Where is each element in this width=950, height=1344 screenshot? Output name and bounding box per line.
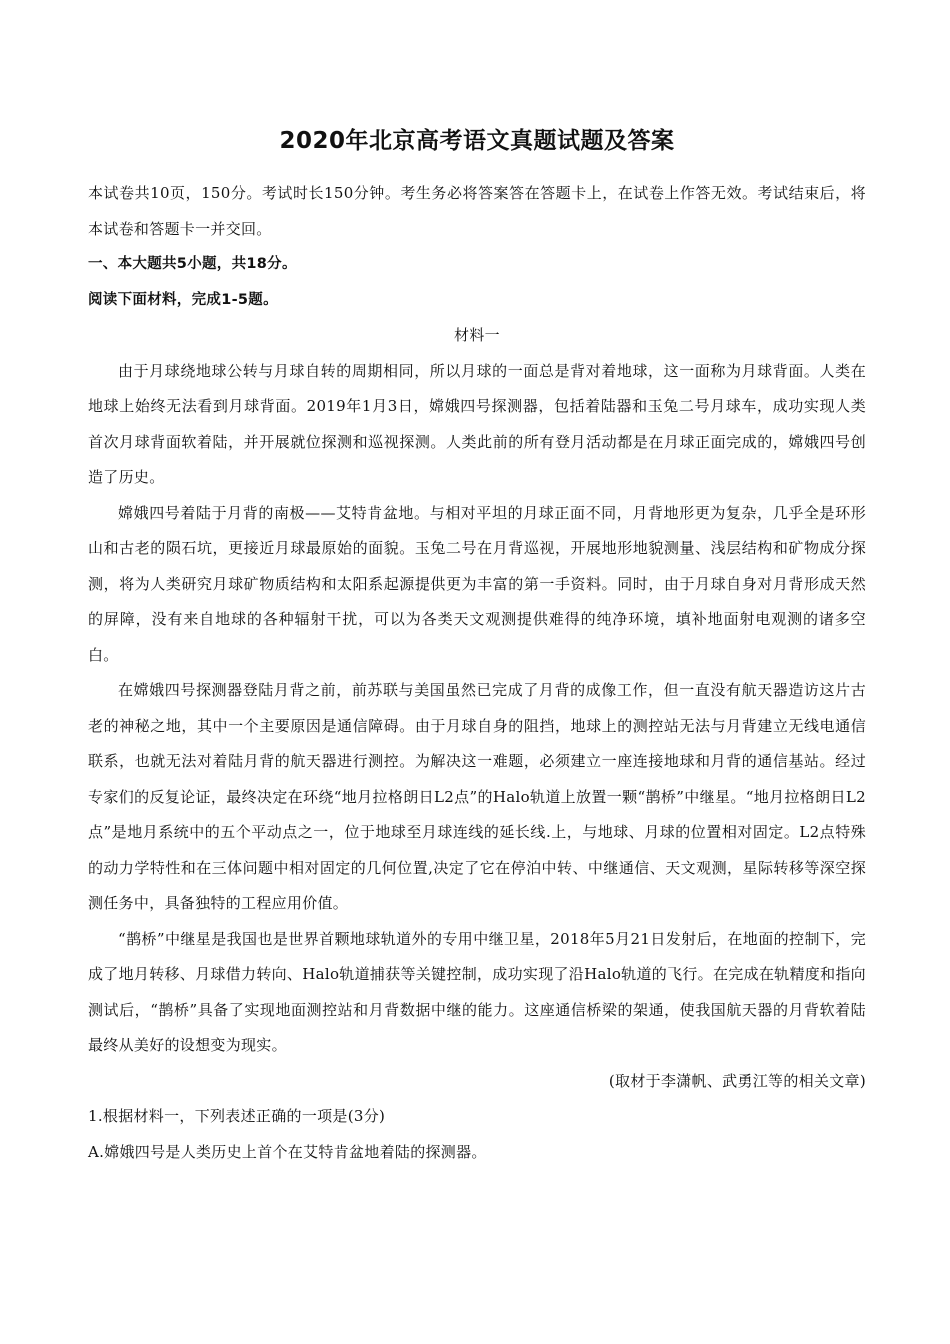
exam-instructions: 本试卷共10页，150分。考试时长150分钟。考生务必将答案答在答题卡上，在试卷上作答无效。考试结束后，将本试卷和答题卡一并交回。 bbox=[88, 184, 866, 238]
reading-prompt: 阅读下面材料，完成1-5题。 bbox=[88, 291, 278, 308]
section-heading: 一、本大题共5小题，共18分。 bbox=[88, 256, 297, 272]
paragraph: 在嫦娥四号探测器登陆月背之前，前苏联与美国虽然已完成了月背的成像工作，但一直没有航天器造访这片古老的神秘之地，其中一个主要原因是通信障碍。由于月球自身的阻挡，地球上的测控站无法与月背建立无线电通信联系，也就无法对着陆月背的航天器进行测控。为解决这一难题，必须建立一座连接地球和月背的通信基站。经过专家们的反复论证，最终决定在环绕“地月拉格朗日L2点”的Halo轨道上放置一颗“鹊桥”中继星。“地月拉格朗日L2点”是地月系统中的五个平动点之一，位于地球至月球连线的延长线.上，与地球、月球的位置相对固定。L2点特殊的动力学特性和在三体问题中相对固定的几何位置,决定了它在停泊中转、中继通信、天文观测，星际转移等深空探测任务中，具备独特的工程应用价值。 bbox=[88, 681, 866, 912]
option-a: A.嫦娥四号是人类历史上首个在艾特肯盆地着陆的探测器。 bbox=[88, 1142, 487, 1161]
page-title: 2020年北京高考语文真题试题及答案 bbox=[279, 128, 675, 154]
paragraph: 由于月球绕地球公转与月球自转的周期相同，所以月球的一面总是背对着地球，这一面称为月球背面。人类在地球上始终无法看到月球背面。2019年1月3日，嫦娥四号探测器，包括着陆器和玉兔二号月球车，成功实现人类首次月球背面软着陆，并开展就位探测和巡视探测。人类此前的所有登月活动都是在月球正面完成的，嫦娥四号创造了历史。 bbox=[88, 361, 866, 486]
exam-page bbox=[88, 120, 866, 1170]
material-title: 材料一 bbox=[454, 326, 500, 344]
paragraph: “鹊桥”中继星是我国也是世界首颗地球轨道外的专用中继卫星，2018年5月21日发射后，在地面的控制下，完成了地月转移、月球借力转向、Halo轨道捕获等关键控制，成功实现了沿Halo轨道的飞行。在完成在轨精度和指向测试后，“鹊桥”具备了实现地面测控站和月背数据中继的能力。这座通信桥梁的架通，使我国航天器的月背软着陆最终从美好的设想变为现实。 bbox=[88, 929, 866, 1054]
question-1: 1.根据材料一，下列表述正确的一项是(3分) bbox=[88, 1107, 386, 1125]
source-note: (取材于李潇帆、武勇江等的相关文章) bbox=[608, 1071, 866, 1090]
paragraph: 嫦娥四号着陆于月背的南极——艾特肯盆地。与相对平坦的月球正面不同，月背地形更为复杂，几乎全是环形山和古老的陨石坑，更接近月球最原始的面貌。玉兔二号在月背巡视，开展地形地貌测量、浅层结构和矿物成分探测，将为人类研究月球矿物质结构和太阳系起源提供更为丰富的第一手资料。同时，由于月球自身对月背形成天然的屏障，没有来自地球的各种辐射干扰，可以为各类天文观测提供难得的纯净环境，填补地面射电观测的诸多空白。 bbox=[88, 503, 866, 664]
